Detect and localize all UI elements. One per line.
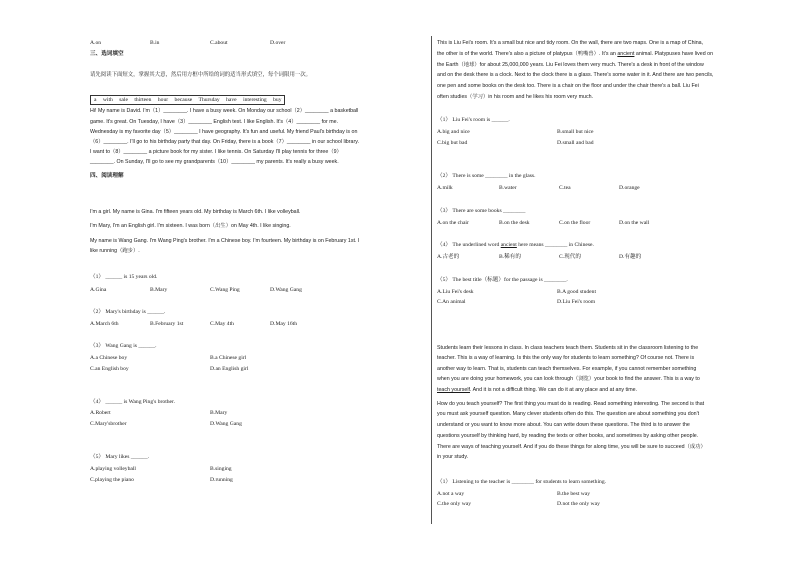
- word-bank-item: interesting: [243, 97, 267, 103]
- question-options: [437, 501, 772, 509]
- option-d: D.on the wall: [619, 220, 650, 226]
- option-b: B.water: [499, 185, 517, 191]
- question-options: [437, 491, 772, 499]
- right-column: [437, 0, 772, 562]
- passage-line: There are ways of teaching yourself. And if you do these things for along time, you will be sure to succeed（成功）: [437, 444, 706, 450]
- passage-line: another way to learn. That is, students can teach themselves. For example, if you cannot remember something: [437, 366, 697, 372]
- question-options: [90, 321, 425, 329]
- option-b: B.a Chinese girl: [210, 355, 247, 361]
- option-c: C.big but bad: [437, 140, 468, 146]
- option-a: A.playing volleyball: [90, 466, 136, 472]
- section-instruction: 请先阅读下面短文，掌握其大意，然后用方框中所给的词的适当形式填空，每个词限用一次。: [90, 72, 312, 78]
- option-d: D.small and bad: [557, 140, 594, 146]
- passage-line: and on the desk there is a clock. Next to the clock there is a glass. There's some water in it. And there are two pencils,: [437, 72, 714, 78]
- passage-line: when you are doing your homework, you can look through（浏览）your book to find the answer. This is a way to: [437, 376, 700, 382]
- question-options: [437, 289, 772, 297]
- question-options: [90, 287, 425, 295]
- reading-line: I'm a girl. My name is Gina. I'm fifteen years old. My birthday is March 6th. I like volleyball.: [90, 209, 301, 215]
- option-d: D.Liu Fei's room: [557, 299, 596, 305]
- reading-line: My name is Wang Gang. I'm Wang Ping's brother. I'm a Chinese boy. I'm fourteen. My birthday is on February 1st. I: [90, 238, 360, 244]
- passage-line: often studies（学习）in his room and he likes his room very much.: [437, 94, 594, 100]
- passage-line: Wednesday is my favorite day（5）________ I have geography. It's fun and useful. My friend Paul's birthday is on: [90, 129, 358, 135]
- reading-line: I'm Mary, I'm an English girl. I'm sixteen. I was born（出生）on May 4th. I like singing.: [90, 223, 291, 229]
- option-a: A.on: [90, 40, 102, 46]
- option-c: C.playing the piano: [90, 477, 134, 483]
- question-options: [90, 355, 425, 363]
- question-options: [437, 299, 772, 307]
- option-b: B.Mary: [150, 287, 168, 293]
- option-a: A.Liu Fei's desk: [437, 289, 474, 295]
- option-b: B.singing: [210, 466, 232, 472]
- option-d: D.Wang Gang: [210, 421, 242, 427]
- option-d: D.running: [210, 477, 233, 483]
- option-a: A.on the chair: [437, 220, 469, 226]
- word-bank-item: a: [94, 97, 97, 103]
- word-bank-item: because: [174, 97, 193, 103]
- passage-line: Students learn their lessons in class. In class teachers teach them. Students sit in the classroom listening to the: [437, 345, 699, 351]
- question-options: [437, 129, 772, 137]
- reading-line: like running（跑步）.: [90, 248, 140, 254]
- section-title: 三、选词填空: [90, 51, 124, 57]
- question-options: [437, 254, 772, 262]
- option-d: D.有趣的: [619, 254, 642, 260]
- question-stem: （1） Liu Fei's room is ______.: [437, 117, 510, 123]
- passage-line: you must ask yourself question. Many clever students often do this. The question are about something you don't: [437, 411, 700, 417]
- passage-line: the other is of the world. There's also a picture of platypus（鸭嘴兽）. It's an ancient animal. Platypuses have lived on: [437, 51, 714, 57]
- option-d: D.Wang Gang: [270, 287, 302, 293]
- question-stem: （3） There are some books ________: [437, 208, 526, 214]
- option-a: A.March 6th: [90, 321, 119, 327]
- question-options: [90, 466, 425, 474]
- passage-line: How do you teach yourself? The first thing you must do is reading. Read something interesting. The second is that: [437, 401, 705, 407]
- option-b: B.small but nice: [557, 129, 594, 135]
- column-divider: [431, 36, 432, 524]
- option-a: A.古老的: [437, 254, 460, 260]
- passage-line: in your study.: [437, 454, 469, 460]
- option-a: A.Robert: [90, 410, 111, 416]
- passage-line: I want to（8）________ a picture book for my sister. I like tennis. On Saturday I'll play tennis for three（9）: [90, 149, 342, 155]
- option-a: A.a Chinese boy: [90, 355, 128, 361]
- question-stem: （1） Listening to the teacher is ________ for students to learn something.: [437, 479, 607, 485]
- word-bank: [90, 95, 285, 105]
- question-options: [90, 366, 425, 374]
- question-options: [90, 477, 425, 485]
- question-stem: （4） ______ is Wang Ping's brother.: [90, 399, 175, 405]
- question-options: [90, 421, 425, 429]
- option-c: C.tea: [559, 185, 571, 191]
- option-c: C.the only way: [437, 501, 472, 507]
- section-title: 四、阅读理解: [90, 173, 124, 179]
- option-b: B.A good student: [557, 289, 597, 295]
- question-stem: （2） There is some ________ in the glass.: [437, 173, 536, 179]
- question-options: [90, 410, 425, 418]
- word-bank-item: hour: [157, 97, 169, 103]
- passage-line: ________. On Sunday, I'll go to see my grandparents（10）________ my parents. It's really a busy week.: [90, 159, 339, 165]
- passage-line: the Earth（地球）for about 25,000,000 years. Liu Fei loves them very much. There's a desk in front of the window: [437, 62, 704, 68]
- passage-line: This is Liu Fei's room. It's a small but nice and tidy room. On the wall, there are two maps. One is a map of China,: [437, 40, 704, 46]
- passage-line: questions yourself by thinking hard, by reading the texts or other books, and sometimes by asking other people.: [437, 433, 699, 439]
- question-stem: （3） Wang Gang is ______.: [90, 343, 157, 349]
- passage-line: teach yourself. And it is not a difficult thing. We can do it at any place and at any time.: [437, 387, 638, 393]
- question-options: [437, 220, 772, 228]
- question-options: [437, 185, 772, 193]
- option-d: D.not the only way: [557, 501, 600, 507]
- option-a: A.Gina: [90, 287, 107, 293]
- word-bank-item: with: [102, 97, 113, 103]
- passage-line: teacher. This is a way of learning. Is this the only way for students to learn something? Of course not. There is: [437, 355, 695, 361]
- question-stem: （5） The best title（标题）for the passage is ________.: [437, 277, 568, 283]
- prev-question-options: [90, 40, 425, 48]
- passage-line: （6）________. I'll go to his birthday party that day. On Friday, there is a book（7）________ in our school library.: [90, 139, 359, 145]
- question-stem: （4） The underlined word ancient here means ________ in Chinese.: [437, 242, 594, 248]
- word-bank-item: sale: [119, 97, 128, 103]
- word-bank-item: Thursday: [198, 97, 220, 103]
- option-c: C.An animal: [437, 299, 466, 305]
- passage-line: understand or you want to know more about. You can write down these questions. The third is to answer the: [437, 422, 690, 428]
- option-b: B.February 1st: [150, 321, 184, 327]
- option-c: C.现代的: [559, 254, 581, 260]
- option-a: A.milk: [437, 185, 453, 191]
- passage-line: one pen and some books on the desk too. There is a chair on the floor and under the chair there's a ball. Liu Fei: [437, 83, 699, 89]
- option-b: B.the best way: [557, 491, 591, 497]
- option-b: B.on the desk: [499, 220, 530, 226]
- question-options: [437, 140, 772, 148]
- option-d: D.over: [270, 40, 286, 46]
- word-bank-item: have: [226, 97, 237, 103]
- option-c: C.Mary'sbrother: [90, 421, 127, 427]
- option-c: C.May 4th: [210, 321, 234, 327]
- option-c: C.about: [210, 40, 228, 46]
- option-d: D.an English girl: [210, 366, 249, 372]
- option-b: B.稀有的: [499, 254, 521, 260]
- question-stem: （1） ______ is 15 years old.: [90, 274, 158, 280]
- question-stem: （2） Mary's birthday is ______.: [90, 309, 166, 315]
- question-stem: （5） Mary likes ______.: [90, 454, 150, 460]
- option-b: B.in: [150, 40, 160, 46]
- option-c: C.Wang Ping: [210, 287, 240, 293]
- word-bank-item: thirteen: [134, 97, 152, 103]
- left-column: [90, 0, 425, 562]
- option-d: D.May 16th: [270, 321, 298, 327]
- option-c: C.on the floor: [559, 220, 591, 226]
- option-a: A.big and nice: [437, 129, 470, 135]
- passage-line: game. It's great. On Tuesday, I have（3）________ English test. I like English. It's（4）________ for me.: [90, 119, 339, 125]
- word-bank-item: buy: [273, 97, 282, 103]
- option-c: C.an English boy: [90, 366, 129, 372]
- option-d: D.orange: [619, 185, 640, 191]
- option-b: B.Mary: [210, 410, 228, 416]
- passage-line: Hi! My name is David. I'm（1）________. I have a busy week. On Monday our school（2）________ a basketball: [90, 108, 359, 114]
- option-a: A.not a way: [437, 491, 465, 497]
